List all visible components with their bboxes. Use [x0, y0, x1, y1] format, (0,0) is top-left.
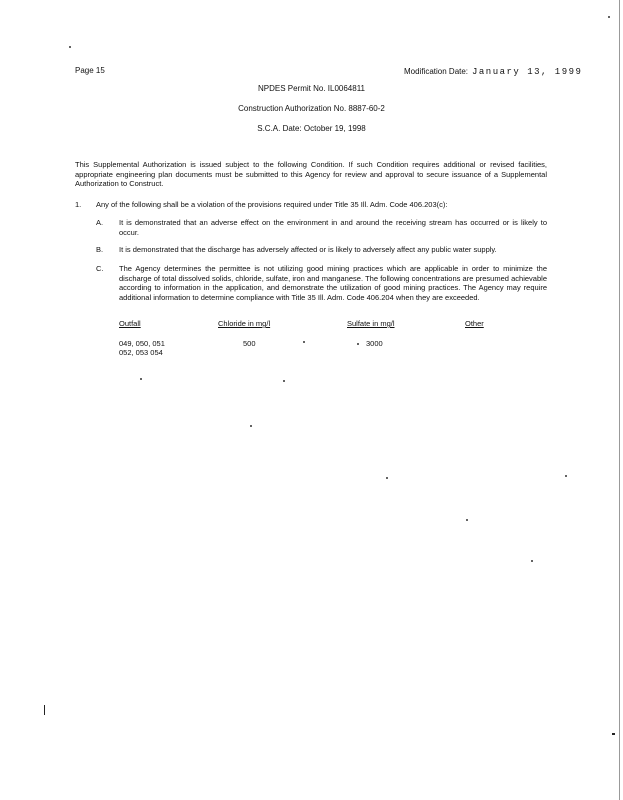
- intro-paragraph: This Supplemental Authorization is issued subject to the following Condition. If such Condition requires additional or revised facilities, appropriate engineering plan documents must be submitted to this Agency for review and approval to secure issuance of a Supplemental Authorization to Construct.: [75, 160, 547, 188]
- condition-number: 1.: [75, 200, 82, 209]
- item-text-c: The Agency determines the permittee is not utilizing good mining practices which are applicable in order to minimize the discharge of total dissolved solids, chloride, sulfate, iron and manganese. The following concentrations are presumed achievable according to information in the application, and demonstrate the utilization of good mining practices. The Agency may require additional information to determine compliance with Title 35 Ill. Adm. Code 406.204 when they are exceeded.: [119, 264, 547, 302]
- modification-label: Modification Date:: [404, 67, 469, 76]
- condition-text: Any of the following shall be a violation of the provisions required under Title 35 Ill. Adm. Code 406.203(c):: [96, 200, 448, 209]
- permit-number: NPDES Permit No. IL0064811: [257, 84, 365, 93]
- item-label-c: C.: [96, 264, 104, 273]
- item-text-a: It is demonstrated that an adverse effect on the environment in and around the receiving stream has occurred or is likely to occur.: [119, 218, 547, 237]
- construction-authorization: Construction Authorization No. 8887-60-2: [238, 104, 385, 113]
- item-text-b: It is demonstrated that the discharge has adversely affected or is likely to adversely affect any public water supply.: [119, 245, 497, 254]
- table-header-outfall: Outfall: [119, 319, 141, 328]
- page-number: Page 15: [75, 66, 105, 75]
- item-label-b: B.: [96, 245, 104, 254]
- table-header-sulfate: Sulfate in mg/l: [347, 319, 395, 328]
- table-header-other: Other: [465, 319, 484, 328]
- outfall-line-2: 052, 053 054: [119, 348, 163, 357]
- item-label-a: A.: [96, 218, 104, 227]
- chloride-value: 500: [243, 339, 256, 348]
- sca-date: S.C.A. Date: October 19, 1998: [257, 124, 366, 133]
- sulfate-value: 3000: [366, 339, 383, 348]
- outfall-line-1: 049, 050, 051: [119, 339, 165, 348]
- table-header-chloride: Chloride in mg/l: [218, 319, 271, 328]
- modification-date: January 13, 1999: [472, 67, 583, 77]
